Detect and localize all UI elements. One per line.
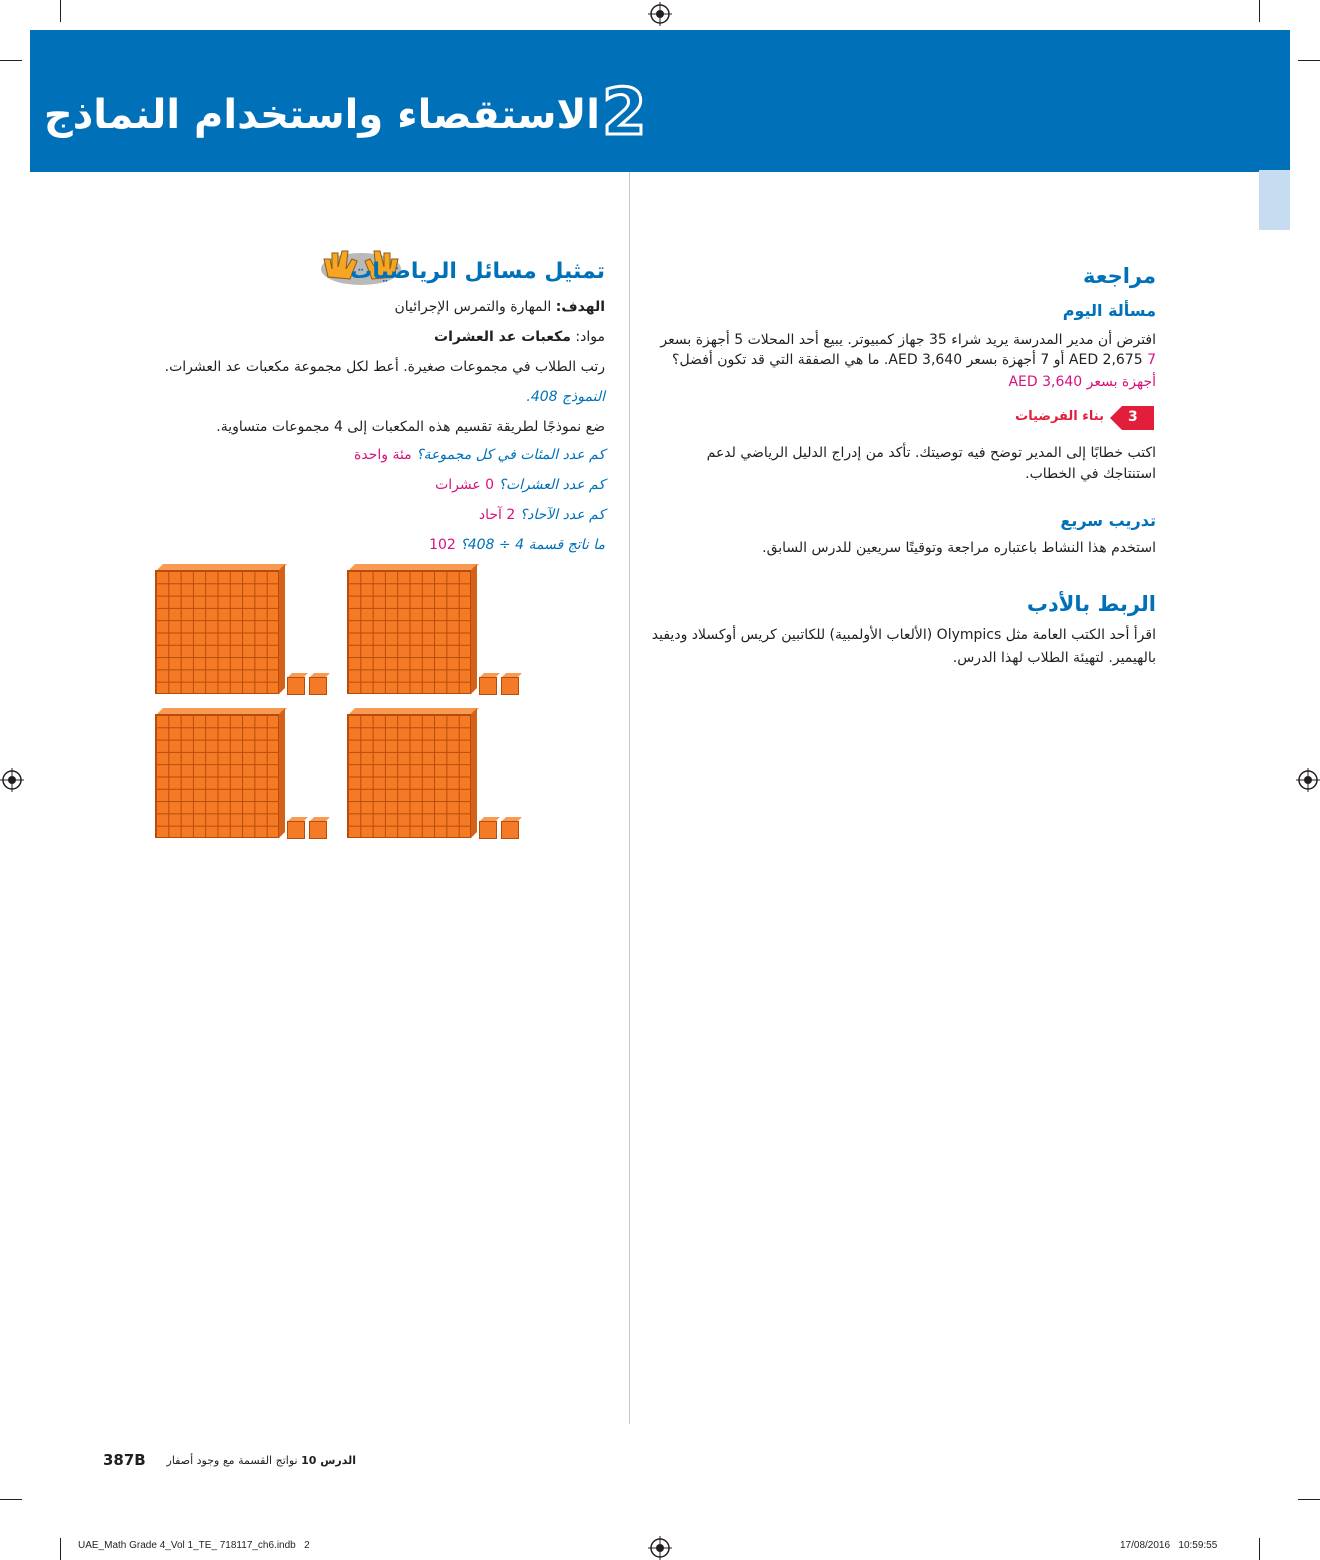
question-text: كم عدد الآحاد؟ [519, 507, 605, 523]
unit-cube [501, 677, 519, 695]
unit-cube [309, 821, 327, 839]
question-text: كم عدد المئات في كل مجموعة؟ [416, 447, 605, 463]
unit-cube [287, 677, 305, 695]
crop-mark [1298, 60, 1320, 61]
footer-lesson-label: الدرس 10 [301, 1454, 356, 1467]
review-heading: مراجعة [1083, 264, 1156, 288]
question-text: ما ناتج قسمة 4 ÷ 408؟ [460, 537, 605, 553]
problem-answer-number: 7 [1147, 352, 1156, 368]
question-line [429, 537, 605, 553]
problem-of-day-heading: مسألة اليوم [1062, 301, 1156, 320]
page-number: 387B [103, 1451, 146, 1469]
answer-text: مئة واحدة [354, 447, 412, 463]
objective-text-line: اكتب خطابًا إلى المدير توضح فيه توصيتك. تأكد من إدراج الدليل الرياضي لدعم [706, 445, 1156, 461]
question-line [354, 447, 605, 463]
materials-line [434, 327, 605, 347]
instruction-line: ضع نموذجًا لطريقة تقسيم هذه المكعبات إلى 4 مجموعات متساوية. [216, 419, 605, 435]
column-divider [629, 172, 630, 1424]
unit-cube [479, 677, 497, 695]
question-text: كم عدد العشرات؟ [498, 477, 605, 493]
chapter-number: 2 [602, 76, 647, 150]
crop-mark [60, 1538, 61, 1560]
objective-line [394, 297, 605, 317]
question-line [479, 507, 605, 523]
problem-text: AED 2,675 أو 7 أجهزة بسعر AED 3,640. ما هي الصفقة التي قد تكون أفضل؟ [672, 352, 1143, 368]
footer-lesson-title: نواتج القسمة مع وجود أصفار [166, 1454, 298, 1467]
model-value: 408. [526, 389, 558, 405]
crop-mark [0, 60, 22, 61]
answer-text: 0 عشرات [435, 477, 495, 493]
problem-answer: أجهزة بسعر AED 3,640 [1008, 374, 1156, 390]
hundred-block [347, 714, 471, 838]
crop-mark [1298, 1499, 1320, 1500]
crop-mark [1259, 0, 1260, 22]
materials-text: مكعبات عد العشرات [434, 329, 571, 345]
unit-cube [287, 821, 305, 839]
unit-cube [309, 677, 327, 695]
hundred-block [155, 714, 279, 838]
file-name: UAE_Math Grade 4_Vol 1_TE_ 718117_ch6.indb 2 [78, 1540, 310, 1551]
answer-text: 2 آحاد [478, 507, 516, 523]
connect-text-line: بالهيمير. لتهيئة الطلاب لهذا الدرس. [952, 650, 1156, 666]
crop-mark [60, 0, 61, 22]
model-line [526, 387, 605, 407]
registration-mark-icon [0, 768, 24, 792]
problem-text-line: افترض أن مدير المدرسة يريد شراء 35 جهاز كمبيوتر. يبيع أحد المحلات 5 أجهزة بسعر [660, 332, 1156, 348]
objective-text: المهارة والتمرس الإجرائيان [394, 299, 552, 315]
objective-label: الهدف: [555, 299, 605, 315]
objective-text-line: استنتاجك في الخطاب. [1025, 466, 1156, 482]
objective-badge [1110, 406, 1154, 430]
hundred-block [155, 570, 279, 694]
problem-text-line [672, 350, 1156, 370]
quick-practice-heading: تدريب سريع [1060, 511, 1156, 530]
side-tab [1259, 170, 1290, 230]
registration-mark-icon [648, 1536, 672, 1560]
objective-label: بناء الفرضيات [1015, 409, 1104, 424]
chapter-title: الاستقصاء واستخدام النماذج [43, 92, 600, 138]
activity-heading: تمثيل مسائل الرياضيات [350, 259, 605, 284]
objective-badge-number: 3 [1128, 409, 1138, 425]
question-line [435, 477, 605, 493]
instruction-line: رتب الطلاب في مجموعات صغيرة. أعط لكل مجموعة مكعبات عد العشرات. [164, 359, 605, 375]
base-ten-blocks-illustration [150, 565, 530, 845]
crop-mark [0, 1499, 22, 1500]
registration-mark-icon [648, 2, 672, 26]
footer-lesson [167, 1454, 356, 1467]
registration-mark-icon [1296, 768, 1320, 792]
print-timestamp: 17/08/2016 10:59:55 [1120, 1540, 1218, 1551]
connect-heading: الربط بالأدب [1026, 592, 1156, 616]
connect-text-line: اقرأ أحد الكتب العامة مثل Olympics (الألعاب الأولمبية) للكاتبين كريس أوكسلاد وديفيد [651, 627, 1156, 643]
unit-cube [501, 821, 519, 839]
model-label: النموذج [562, 389, 605, 405]
unit-cube [479, 821, 497, 839]
materials-label: مواد: [575, 329, 605, 345]
hundred-block [347, 570, 471, 694]
answer-text: 102 [429, 537, 456, 553]
quick-practice-text: استخدم هذا النشاط باعتباره مراجعة وتوقيتًا سريعين للدرس السابق. [762, 540, 1156, 556]
chapter-header [30, 30, 1290, 172]
crop-mark [1259, 1538, 1260, 1560]
